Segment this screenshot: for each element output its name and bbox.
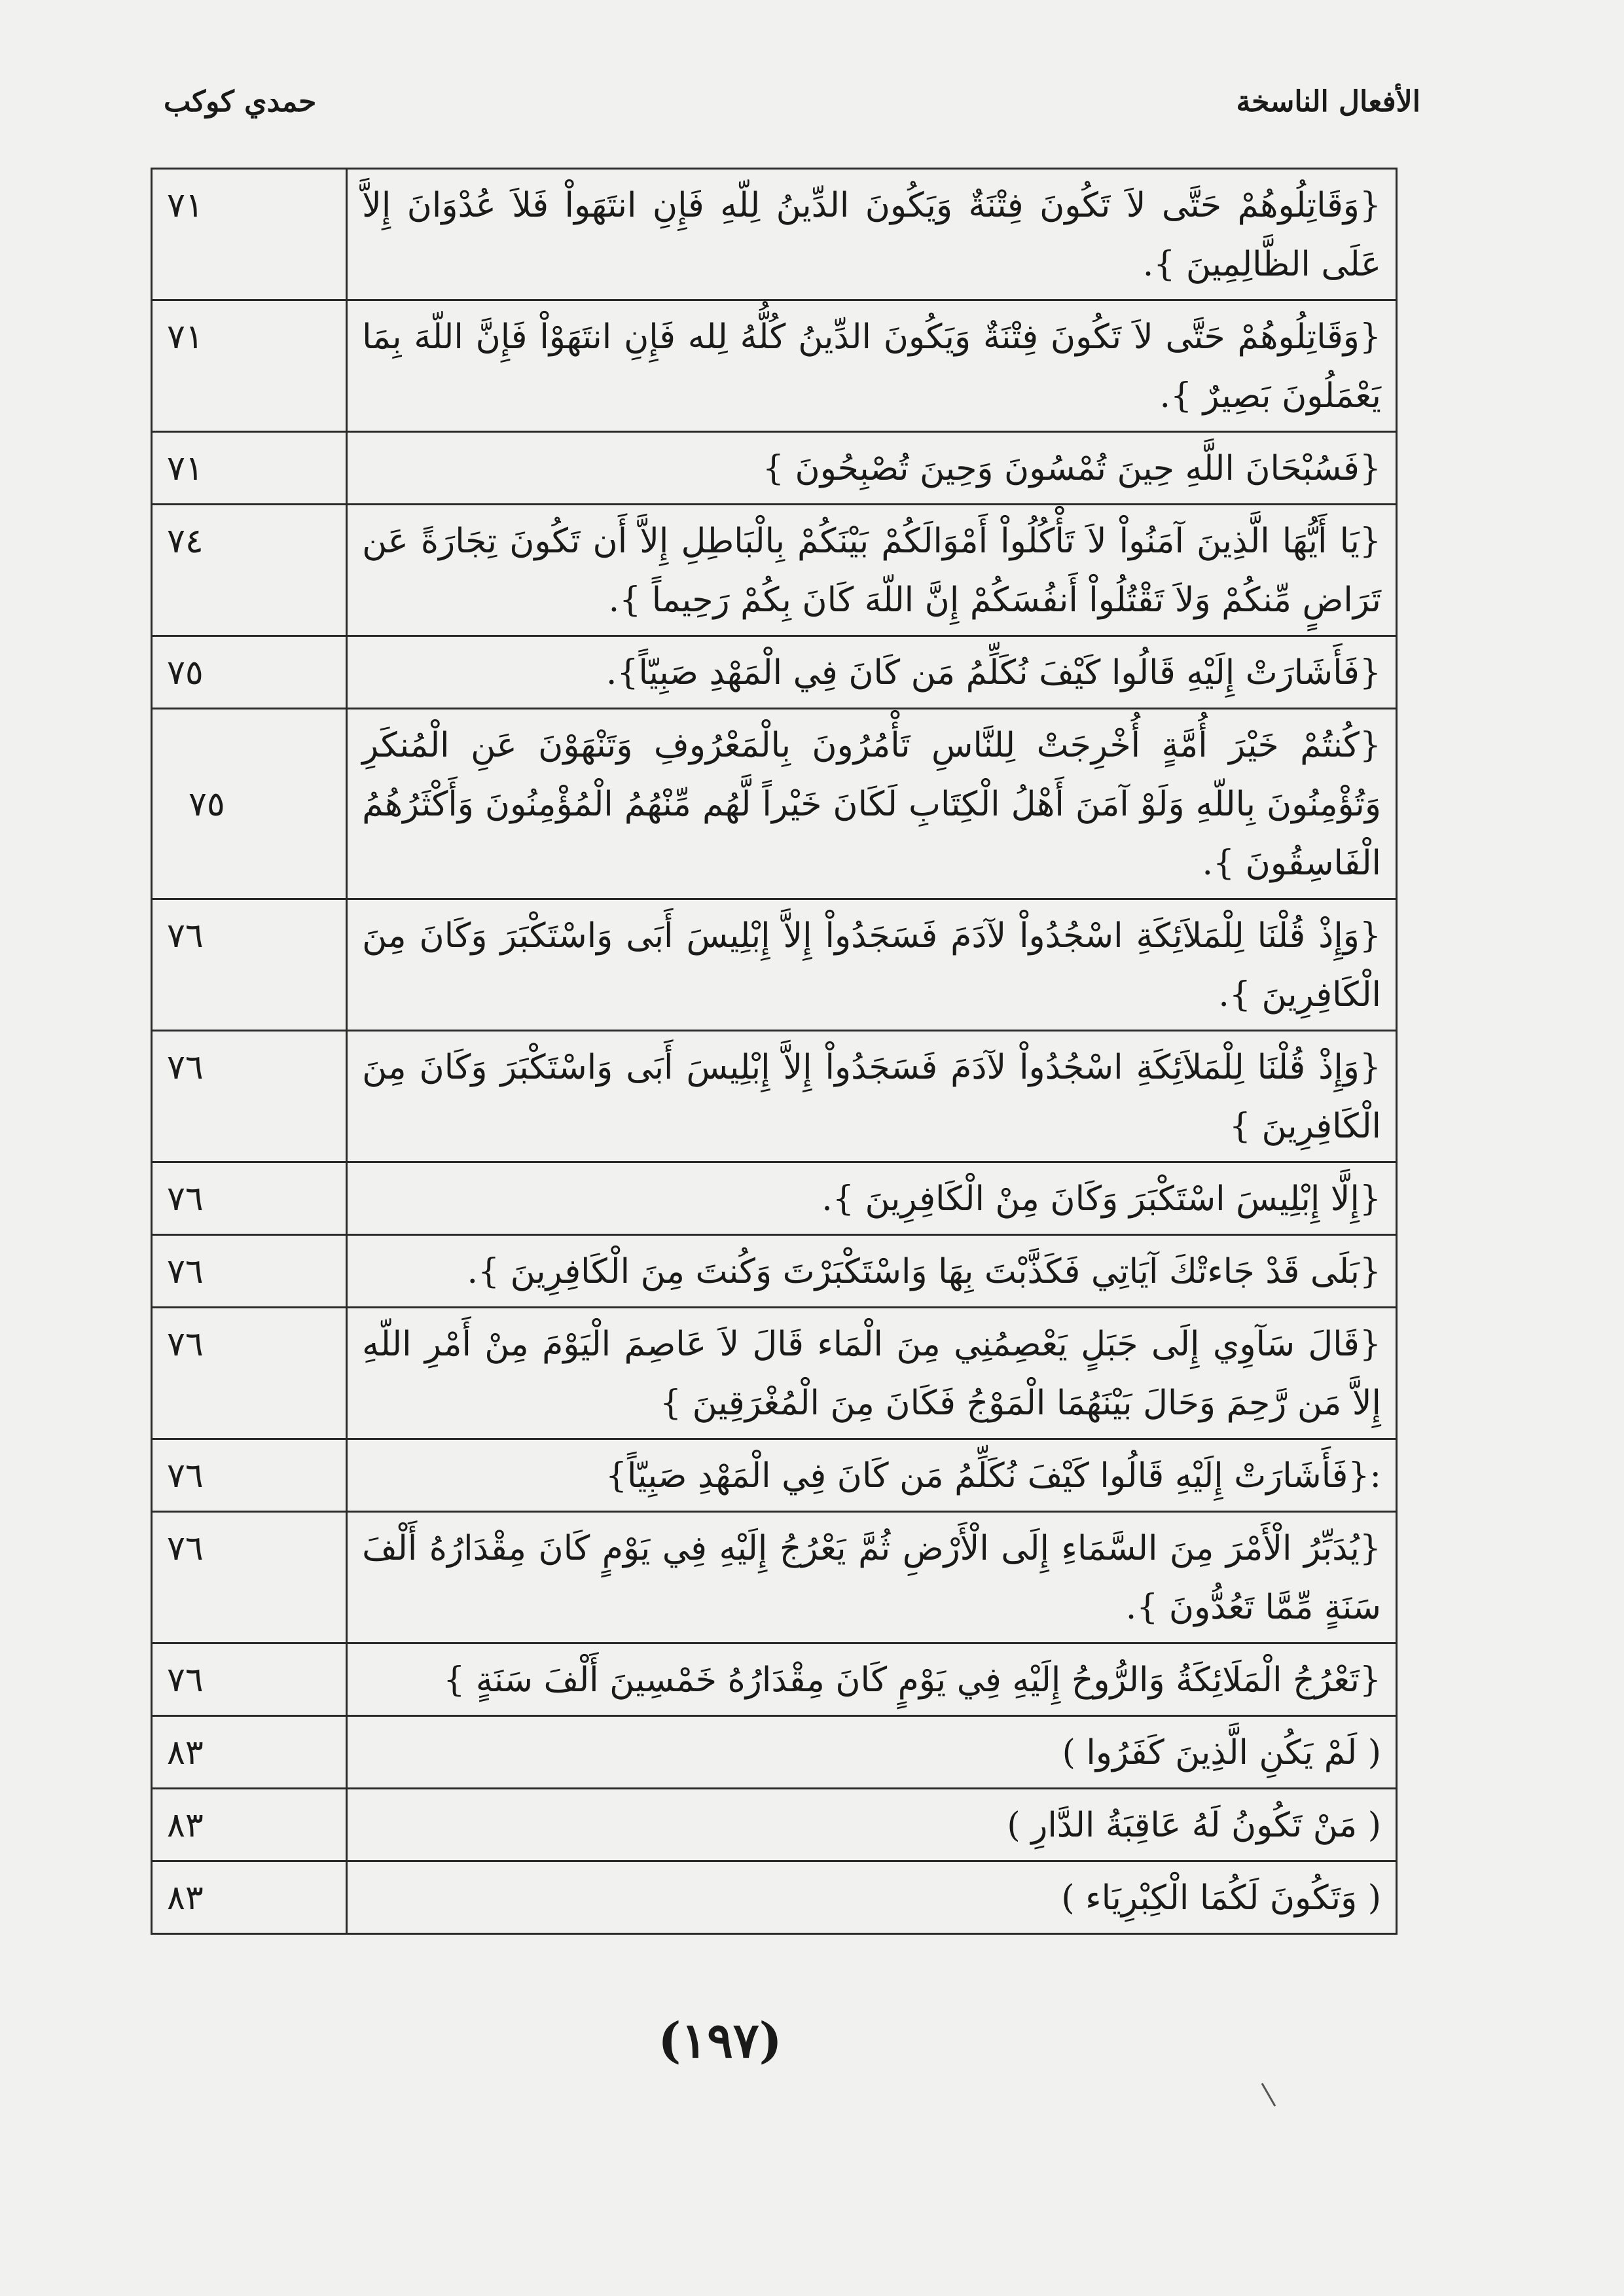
verse-reference-rows <box>152 169 1397 1934</box>
verse-text: {فَسُبْحَانَ اللَّهِ حِينَ تُمْسُونَ وَحِينَ تُصْبِحُونَ } <box>347 432 1397 505</box>
table-row <box>152 169 1397 300</box>
running-header <box>164 85 1420 131</box>
table-row <box>152 1861 1397 1934</box>
verse-text: ( مَنْ تَكُونُ لَهُ عَاقِبَةُ الدَّارِ ) <box>347 1789 1397 1861</box>
page-reference: ٧١ <box>152 300 347 432</box>
page-reference: ٧٦ <box>152 1308 347 1439</box>
page-reference: ٨٣ <box>152 1861 347 1934</box>
table-row <box>152 432 1397 505</box>
verse-text: {بَلَى قَدْ جَاءتْكَ آيَاتِي فَكَذَّبْتَ بِهَا وَاسْتَكْبَرْتَ وَكُنتَ مِنَ الْكَافِرِينَ }. <box>347 1235 1397 1308</box>
verse-text: {وَإِذْ قُلْنَا لِلْمَلاَئِكَةِ اسْجُدُواْ لآدَمَ فَسَجَدُواْ إِلاَّ إِبْلِيسَ أَبَى وَاسْتَكْبَرَ وَكَانَ مِنَ الْكَافِرِينَ }. <box>347 899 1397 1031</box>
page-reference: ٧٦ <box>152 1439 347 1512</box>
verse-text: {وَقَاتِلُوهُمْ حَتَّى لاَ تَكُونَ فِتْنَةٌ وَيَكُونَ الدِّينُ لِلّهِ فَإِنِ انتَهَواْ فَلاَ عُدْوَانَ إِلاَّ عَلَى الظَّالِمِينَ }. <box>347 169 1397 300</box>
table-row <box>152 1716 1397 1789</box>
page-reference: ٧٥ <box>152 709 347 899</box>
table-row <box>152 1789 1397 1861</box>
table-row <box>152 1512 1397 1643</box>
page-reference: ٧٦ <box>152 1235 347 1308</box>
author-name: حمدي كوكب <box>164 85 317 118</box>
verse-text: {إِلَّا إِبْلِيسَ اسْتَكْبَرَ وَكَانَ مِنْ الْكَافِرِينَ }. <box>347 1162 1397 1235</box>
page-reference: ٧١ <box>152 169 347 300</box>
table-row <box>152 505 1397 636</box>
verse-text: :{فَأَشَارَتْ إِلَيْهِ قَالُوا كَيْفَ نُكَلِّمُ مَن كَانَ فِي الْمَهْدِ صَبِيّاً} <box>347 1439 1397 1512</box>
page-reference: ٧٦ <box>152 1643 347 1716</box>
verse-text: {كُنتُمْ خَيْرَ أُمَّةٍ أُخْرِجَتْ لِلنَّاسِ تَأْمُرُونَ بِالْمَعْرُوفِ وَتَنْهَوْنَ عَنِ الْمُنكَرِ وَتُؤْمِنُونَ بِاللّهِ وَلَوْ آمَنَ أَهْلُ الْكِتَابِ لَكَانَ خَيْراً لَّهُم مِّنْهُمُ الْمُؤْمِنُونَ وَأَكْثَرُهُمُ الْفَاسِقُونَ }. <box>347 709 1397 899</box>
page-reference: ٧٦ <box>152 1512 347 1643</box>
table-row <box>152 1439 1397 1512</box>
table-row <box>152 1162 1397 1235</box>
verse-text: {تَعْرُجُ الْمَلَائِكَةُ وَالرُّوحُ إِلَيْهِ فِي يَوْمٍ كَانَ مِقْدَارُهُ خَمْسِينَ أَلْفَ سَنَةٍ } <box>347 1643 1397 1716</box>
table-row <box>152 1031 1397 1162</box>
page-reference: ٧٦ <box>152 899 347 1031</box>
page-reference: ٧٥ <box>152 636 347 709</box>
page-reference: ٧٦ <box>152 1162 347 1235</box>
verse-text: {وَقَاتِلُوهُمْ حَتَّى لاَ تَكُونَ فِتْنَةٌ وَيَكُونَ الدِّينُ كُلُّهُ لِله فَإِنِ انتَهَوْاْ فَإِنَّ اللّهَ بِمَا يَعْمَلُونَ بَصِيرٌ }. <box>347 300 1397 432</box>
verse-text: {وَإِذْ قُلْنَا لِلْمَلاَئِكَةِ اسْجُدُواْ لآدَمَ فَسَجَدُواْ إِلاَّ إِبْلِيسَ أَبَى وَاسْتَكْبَرَ وَكَانَ مِنَ الْكَافِرِينَ } <box>347 1031 1397 1162</box>
verse-text: {يُدَبِّرُ الْأَمْرَ مِنَ السَّمَاءِ إِلَى الْأَرْضِ ثُمَّ يَعْرُجُ إِلَيْهِ فِي يَوْمٍ كَانَ مِقْدَارُهُ أَلْفَ سَنَةٍ مِّمَّا تَعُدُّونَ }. <box>347 1512 1397 1643</box>
page-reference: ٨٣ <box>152 1789 347 1861</box>
table-row <box>152 709 1397 899</box>
page-reference: ٨٣ <box>152 1716 347 1789</box>
scan-speck <box>1261 2075 1289 2106</box>
page-number: (١٩٧) <box>658 2013 782 2069</box>
verse-reference-table <box>151 168 1398 1935</box>
verse-text: {فَأَشَارَتْ إِلَيْهِ قَالُوا كَيْفَ نُكَلِّمُ مَن كَانَ فِي الْمَهْدِ صَبِيّاً}. <box>347 636 1397 709</box>
verse-text: {قَالَ سَآوِي إِلَى جَبَلٍ يَعْصِمُنِي مِنَ الْمَاء قَالَ لاَ عَاصِمَ الْيَوْمَ مِنْ أَمْرِ اللّهِ إِلاَّ مَن رَّحِمَ وَحَالَ بَيْنَهُمَا الْمَوْجُ فَكَانَ مِنَ الْمُغْرَقِينَ } <box>347 1308 1397 1439</box>
book-title: الأفعال الناسخة <box>1236 85 1420 118</box>
table-row <box>152 899 1397 1031</box>
table-row <box>152 1308 1397 1439</box>
table-row <box>152 1643 1397 1716</box>
page-reference: ٧٤ <box>152 505 347 636</box>
table-row <box>152 1235 1397 1308</box>
page-reference: ٧٦ <box>152 1031 347 1162</box>
verse-text: ( لَمْ يَكُنِ الَّذِينَ كَفَرُوا ) <box>347 1716 1397 1789</box>
page-reference: ٧١ <box>152 432 347 505</box>
verse-text: ( وَتَكُونَ لَكُمَا الْكِبْرِيَاء ) <box>347 1861 1397 1934</box>
table-row <box>152 300 1397 432</box>
verse-text: {يَا أَيُّهَا الَّذِينَ آمَنُواْ لاَ تَأْكُلُواْ أَمْوَالَكُمْ بَيْنَكُمْ بِالْبَاطِلِ إِلاَّ أَن تَكُونَ تِجَارَةً عَن تَرَاضٍ مِّنكُمْ وَلاَ تَقْتُلُواْ أَنفُسَكُمْ إِنَّ اللّهَ كَانَ بِكُمْ رَحِيماً }. <box>347 505 1397 636</box>
table-row <box>152 636 1397 709</box>
